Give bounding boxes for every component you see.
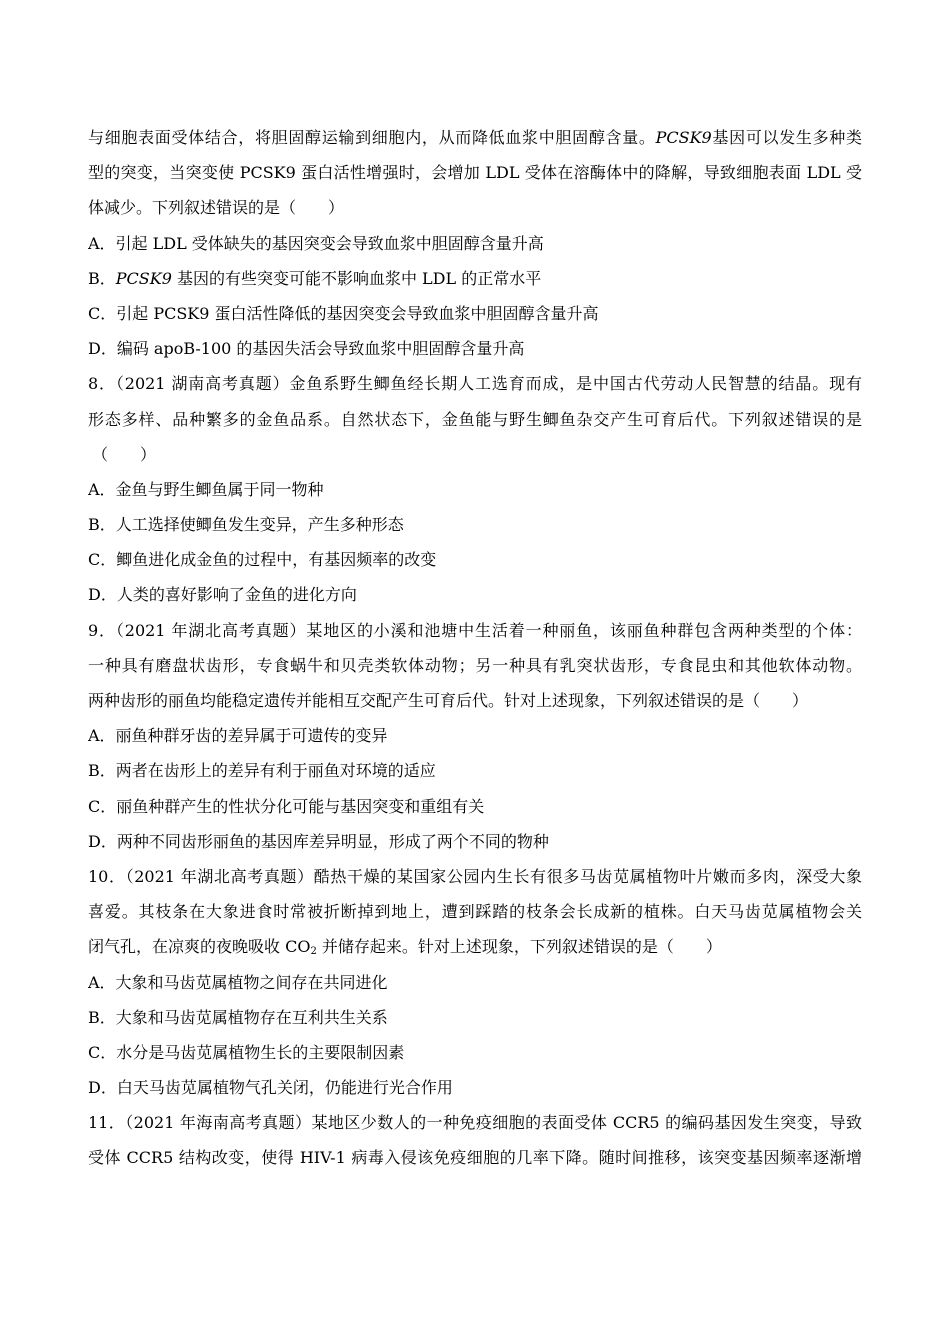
question-9-option-a: A．丽鱼种群牙齿的差异属于可遗传的变异	[88, 726, 388, 746]
question-10-option-d: D．白天马齿苋属植物气孔关闭，仍能进行光合作用	[88, 1078, 453, 1098]
question-11-stem-line-1: 11．（2021 年海南高考真题）某地区少数人的一种免疫细胞的表面受体 CCR5 的编码基因发生突变，导致	[88, 1113, 862, 1133]
question-8-stem-line-2: 形态多样、品种繁多的金鱼品系。自然状态下，金鱼能与野生鲫鱼杂交产生可育后代。下列叙述错误的是	[88, 409, 862, 429]
question-7-option-c: C．引起 PCSK9 蛋白活性降低的基因突变会导致血浆中胆固醇含量升高	[88, 303, 599, 323]
question-8-option-c: C．鲫鱼进化成金鱼的过程中，有基因频率的改变	[88, 550, 437, 570]
question-8-stem-line-3: （ ）	[92, 444, 157, 464]
subscript-2: 2	[310, 946, 317, 958]
question-9-option-c: C．丽鱼种群产生的性状分化可能与基因突变和重组有关	[88, 796, 485, 816]
question-7-stem-line-2: 型的突变，当突变使 PCSK9 蛋白活性增强时，会增加 LDL 受体在溶酶体中的降解，导致细胞表面 LDL 受	[88, 163, 862, 183]
question-11-stem-line-2: 受体 CCR5 结构改变，使得 HIV-1 病毒入侵该免疫细胞的几率下降。随时间推移，该突变基因频率逐渐增	[88, 1148, 862, 1168]
question-10-option-b: B．大象和马齿苋属植物存在互利共生关系	[88, 1007, 388, 1027]
question-9-stem-line-3: 两种齿形的丽鱼均能稳定遗传并能相互交配产生可育后代。针对上述现象，下列叙述错误的是（ ）	[88, 691, 809, 710]
gene-name-italic: PCSK9	[655, 128, 712, 147]
gene-name-italic: PCSK9	[115, 268, 172, 288]
question-10-stem-line-1: 10．（2021 年湖北高考真题）酷热干燥的某国家公园内生长有很多马齿苋属植物叶片嫩而多肉，深受大象	[88, 866, 862, 886]
question-text-block	[88, 120, 862, 1176]
question-8-option-b: B．人工选择使鲫鱼发生变异，产生多种形态	[88, 515, 404, 535]
question-7-option-a: A．引起 LDL 受体缺失的基因突变会导致血浆中胆固醇含量升高	[88, 233, 544, 253]
question-8-stem-line-1: 8．（2021 湖南高考真题）金鱼系野生鲫鱼经长期人工选育而成，是中国古代劳动人民智慧的结晶。现有	[88, 374, 862, 394]
question-7-stem-line-3: 体减少。下列叙述错误的是（ ）	[88, 198, 345, 218]
question-10-stem-line-3: 闭气孔，在凉爽的夜晚吸收 $CO_2$ 并储存起来。针对上述现象，下列叙述错误的是（ ）	[88, 937, 722, 958]
question-7-option-d: D．编码 apoB-100 的基因失活会导致血浆中胆固醇含量升高	[88, 339, 525, 359]
question-9-stem-line-1: 9．（2021 年湖北高考真题）某地区的小溪和池塘中生活着一种丽鱼，该丽鱼种群包含两种类型的个体：	[88, 620, 862, 640]
question-10-stem-line-2: 喜爱。其枝条在大象进食时常被折断掉到地上，遭到踩踏的枝条会长成新的植株。白天马齿苋属植物会关	[88, 902, 862, 922]
question-7-option-b: B．PCSK9 基因的有些突变可能不影响血浆中 LDL 的正常水平	[88, 268, 542, 288]
question-10-option-a: A．大象和马齿苋属植物之间存在共同进化	[88, 972, 388, 992]
question-10-option-c: C．水分是马齿苋属植物生长的主要限制因素	[88, 1042, 405, 1062]
question-9-option-d: D．两种不同齿形丽鱼的基因库差异明显，形成了两个不同的物种	[88, 831, 549, 851]
question-8-option-d: D．人类的喜好影响了金鱼的进化方向	[88, 585, 357, 605]
question-9-option-b: B．两者在齿形上的差异有利于丽鱼对环境的适应	[88, 761, 436, 781]
question-9-stem-line-2: 一种具有磨盘状齿形，专食蜗牛和贝壳类软体动物；另一种具有乳突状齿形，专食昆虫和其他软体动物。	[88, 655, 862, 675]
question-7-stem-line-1: 与细胞表面受体结合，将胆固醇运输到细胞内，从而降低血浆中胆固醇含量。PCSK9基因可以发生多种类	[88, 128, 862, 147]
question-8-option-a: A．金鱼与野生鲫鱼属于同一物种	[88, 479, 324, 499]
